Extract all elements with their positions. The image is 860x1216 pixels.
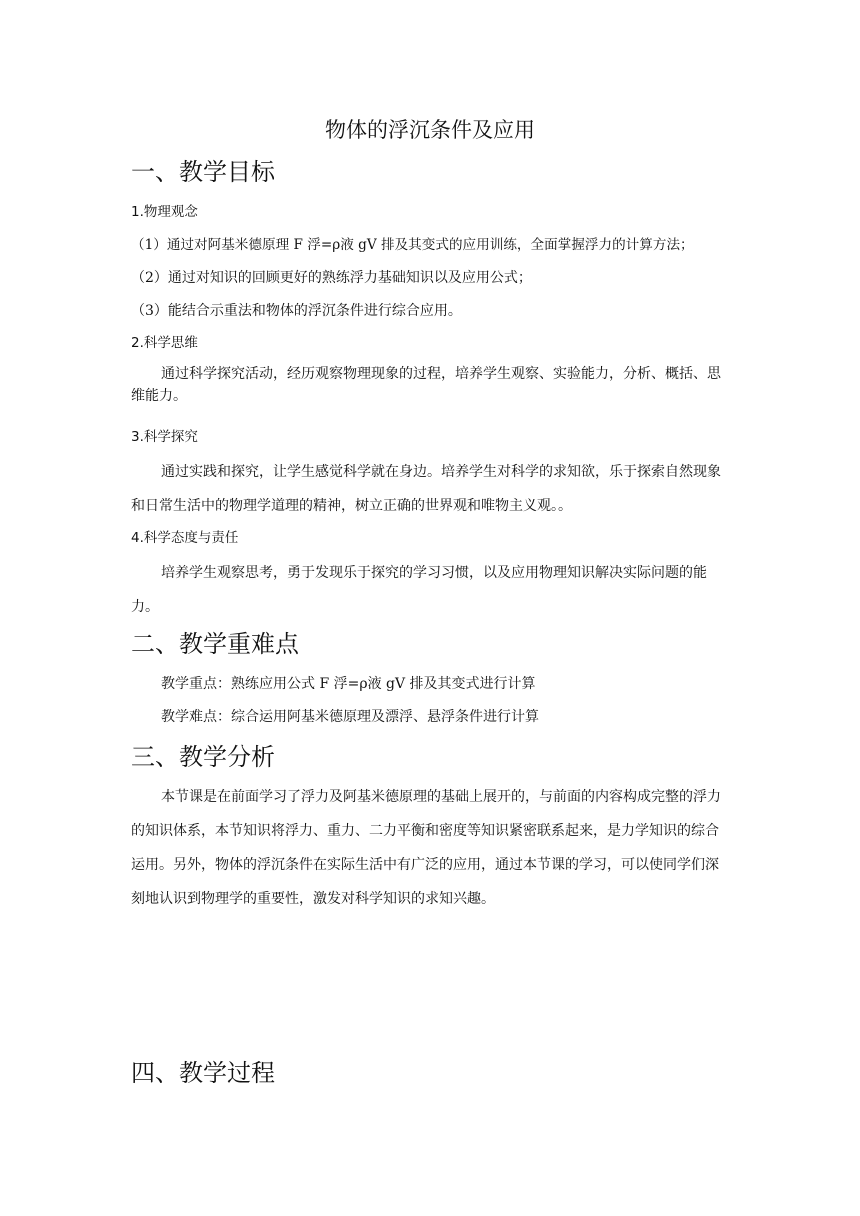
- section-heading-process: 四、教学过程: [131, 1059, 275, 1087]
- section-heading-key-points: 二、教学重难点: [131, 630, 299, 658]
- objective-item-2: （2）通过对知识的回顾更好的熟练浮力基础知识以及应用公式；: [131, 270, 532, 286]
- key-point-text: 教学重点：熟练应用公式 F 浮=ρ液 gV 排及其变式进行计算: [161, 676, 536, 692]
- document-title: 物体的浮沉条件及应用: [325, 118, 535, 142]
- objective-item-1: （1）通过对阿基米德原理 F 浮=ρ液 gV 排及其变式的应用训练，全面掌握浮力的计算方法；: [131, 237, 694, 253]
- subheading-attitude-responsibility: 4.科学态度与责任: [131, 530, 239, 546]
- paragraph-scientific-thinking: 通过科学探究活动，经历观察物理现象的过程，培养学生观察、实验能力，分析、概括、思维能力。: [131, 366, 721, 404]
- paragraph-scientific-inquiry: 通过实践和探究，让学生感觉科学就在身边。培养学生对科学的求知欲，乐于探索自然现象和日常生活中的物理学道理的精神，树立正确的世界观和唯物主义观。。: [131, 464, 721, 514]
- difficult-point-text: 教学难点：综合运用阿基米德原理及漂浮、悬浮条件进行计算: [161, 709, 539, 725]
- paragraph-analysis: 本节课是在前面学习了浮力及阿基米德原理的基础上展开的，与前面的内容构成完整的浮力的知识体系，本节知识将浮力、重力、二力平衡和密度等知识紧密联系起来，是力学知识的综合运用。另外，物体的浮沉条件在实际生活中有广泛的应用，通过本节课的学习，可以使同学们深刻地认识到物理学的重要性，激发对科学知识的求知兴趣。: [131, 789, 721, 907]
- objective-item-3: （3）能结合示重法和物体的浮沉条件进行综合应用。: [131, 303, 462, 319]
- section-heading-analysis: 三、教学分析: [131, 743, 275, 771]
- paragraph-attitude-responsibility: 培养学生观察思考，勇于发现乐于探究的学习习惯，以及应用物理知识解决实际问题的能力。: [131, 565, 707, 615]
- subheading-physics-concept: 1.物理观念: [131, 204, 198, 220]
- section-heading-objectives: 一、教学目标: [131, 158, 275, 186]
- subheading-scientific-inquiry: 3.科学探究: [131, 429, 198, 445]
- subheading-scientific-thinking: 2.科学思维: [131, 335, 198, 351]
